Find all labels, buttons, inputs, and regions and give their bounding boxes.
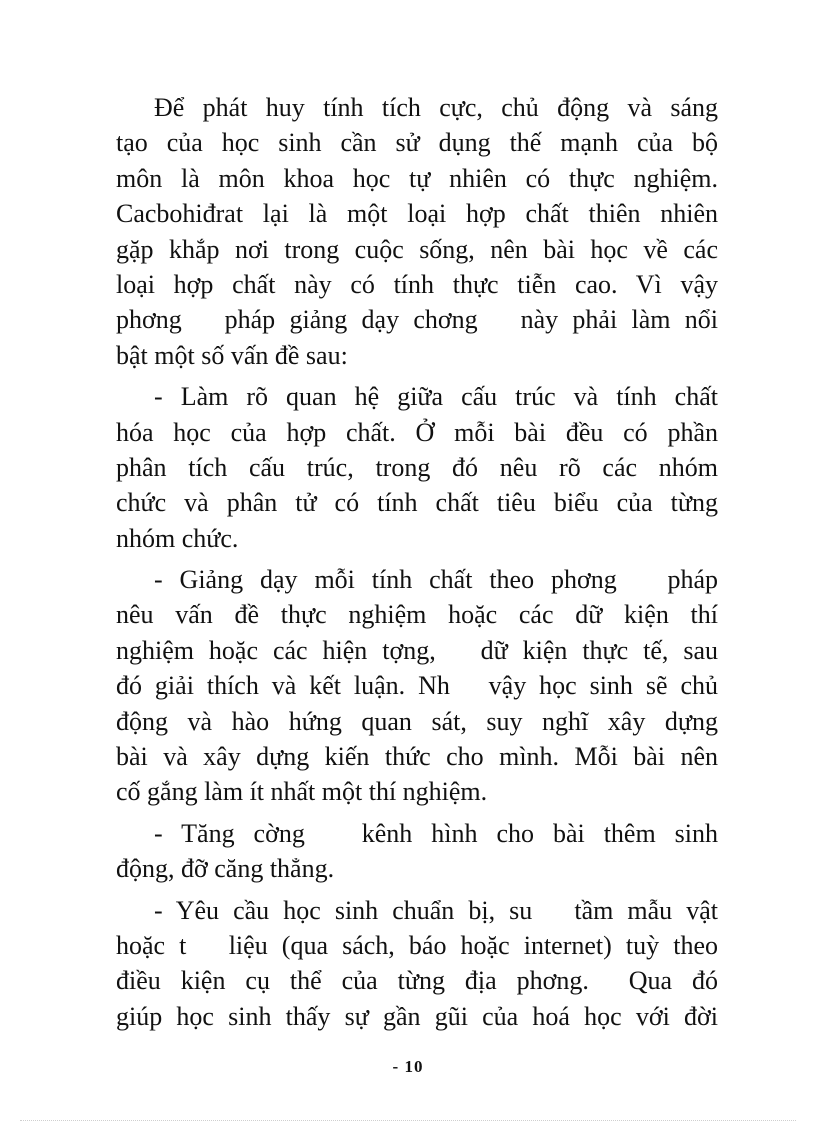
text-line: bật một số vấn đề sau: [116, 340, 348, 370]
text-line: hoặc t liệu (qua sách, báo hoặc internet) tuỳ theo [116, 930, 718, 960]
text-line: môn là môn khoa học tự nhiên có thực nghiệm. [116, 163, 718, 193]
text-line: - Tăng cờng kênh hình cho bài thêm sinh [154, 818, 718, 848]
paragraph [116, 90, 718, 373]
paragraph [116, 562, 718, 810]
text-line: chức và phân tử có tính chất tiêu biểu của từng [116, 488, 718, 518]
text-line: đó giải thích và kết luận. Nh vậy học sinh sẽ chủ [116, 671, 718, 701]
text-line: - Yêu cầu học sinh chuẩn bị, su tầm mẫu vật [154, 895, 718, 925]
text-line: phơng pháp giảng dạy chơng này phải làm nổi [116, 305, 718, 335]
text-line: gặp khắp nơi trong cuộc sống, nên bài học về các [116, 234, 718, 264]
text-line: điều kiện cụ thể của từng địa phơng. Qua đó [116, 966, 718, 996]
text-line: nêu vấn đề thực nghiệm hoặc các dữ kiện thí [116, 600, 718, 630]
text-line: bài và xây dựng kiến thức cho mình. Mỗi bài nên [116, 742, 718, 772]
text-line: giúp học sinh thấy sự gần gũi của hoá học với đời [116, 1001, 718, 1031]
text-line: Để phát huy tính tích cực, chủ động và sáng [154, 93, 718, 122]
page-bottom-divider [20, 1120, 796, 1121]
text-line: phân tích cấu trúc, trong đó nêu rõ các nhóm [116, 452, 718, 482]
document-body [116, 90, 718, 1034]
paragraph [116, 816, 718, 887]
page-number: - 10 [392, 1057, 424, 1076]
text-line: cố gắng làm ít nhất một thí nghiệm. [116, 777, 488, 807]
text-line: nghiệm hoặc các hiện tợng, dữ kiện thực tế, sau [116, 635, 718, 665]
text-line: - Giảng dạy mỗi tính chất theo phơng pháp [154, 565, 718, 595]
text-line: Cacbohiđrat lại là một loại hợp chất thiên nhiên [116, 199, 718, 229]
paragraph [116, 379, 718, 556]
text-line: tạo của học sinh cần sử dụng thế mạnh của bộ [116, 128, 718, 158]
text-line: loại hợp chất này có tính thực tiễn cao. Vì vậy [116, 269, 718, 299]
text-line: nhóm chức. [116, 523, 239, 553]
text-line: động và hào hứng quan sát, suy nghĩ xây dựng [116, 706, 718, 736]
paragraph [116, 893, 718, 1035]
text-line: - Làm rõ quan hệ giữa cấu trúc và tính chất [154, 382, 718, 412]
text-line: hóa học của hợp chất. Ở mỗi bài đều có phần [116, 417, 718, 447]
text-line: động, đỡ căng thẳng. [116, 854, 335, 884]
